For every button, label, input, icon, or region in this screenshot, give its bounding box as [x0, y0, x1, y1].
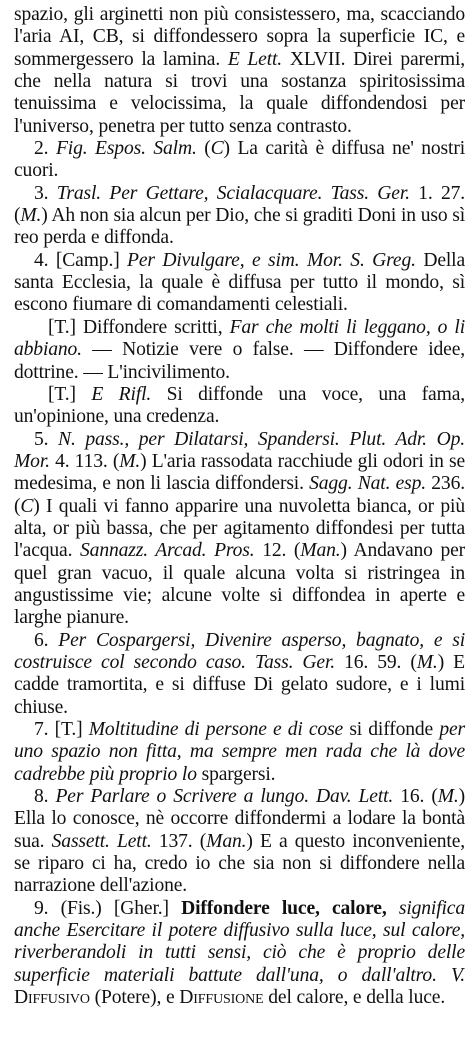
entry-text-segment: XLVII	[282, 48, 341, 70]
entry-text-segment: Sagg. Nat. esp.	[309, 473, 427, 495]
entry-text-segment: 137. (	[151, 830, 207, 852]
entry-text-segment: 16. 59. (	[335, 651, 417, 673]
entry-text-segment: si diffonde	[343, 719, 440, 740]
entry-text-segment: T.	[54, 316, 70, 338]
entry-text-segment: Man.	[300, 540, 341, 562]
entry-text-segment: ) L'aria rassodata racchiude gli odori in se medesima, e non li lascia diffondersi.	[14, 450, 465, 495]
entry-text-segment: M.	[119, 450, 141, 472]
entry-text-segment: 7. [	[34, 719, 61, 740]
entry-text-segment: . Direi parermi, che nella natura si trovi una sostanza spiritosissima tenuissima e velocissima, la quale diffondendosi per l'universo, penetra per tutto senza contrasto.	[14, 48, 465, 137]
entry-paragraph-6	[14, 384, 465, 429]
entry-text-segment: ]	[76, 719, 89, 740]
entry-text-segment: Man.	[206, 830, 247, 852]
entry-text-segment: Fig. Espos. Salm.	[55, 138, 197, 160]
entry-text-segment: ) La carità è diffusa ne' nostri cuori.	[14, 138, 465, 182]
entry-text-segment: spazio, gli arginetti non più consistessero, ma, scacciando l'aria AI, CB, si diffondessero sopra la superficie IC, e sommergessero la lamina.	[14, 4, 465, 70]
entry-text-segment: (	[196, 138, 211, 160]
entry-text-segment: 5.	[34, 428, 59, 450]
entry-text-segment: T.	[54, 383, 70, 405]
entry-text-segment: Si diffonde una voce, una fama, un'opinione, una credenza.	[14, 383, 465, 428]
entry-text-segment: Sassett. Lett.	[51, 830, 152, 852]
entry-text-segment: Per Gettare, Scialacquare. Tass. Ger.	[109, 182, 410, 204]
entry-paragraph-8	[14, 630, 465, 719]
entry-text-segment: M.	[20, 205, 42, 227]
entry-text-segment: 9. (Fis.) [Gher.]	[34, 897, 182, 919]
entry-text-segment: Trasl.	[56, 182, 102, 204]
entry-text-segment: 236. (	[14, 473, 465, 517]
entry-text-segment: M.	[437, 786, 459, 808]
entry-text-segment: spargersi.	[196, 763, 276, 785]
entry-text-segment: Per Divulgare, e sim. Mor. S. Greg.	[127, 249, 416, 271]
entry-text-segment: ]	[69, 383, 92, 405]
entry-text-segment: 2.	[34, 138, 56, 160]
entry-text-segment: 6.	[34, 629, 59, 651]
entry-text-segment: T.	[60, 719, 77, 740]
entry-paragraph-7	[14, 429, 465, 630]
entry-text-segment: ) Andavano per quel gran vacuo, il quale alcuna volta si ristringea in angustissime vie; alcune volte si diffondea in aperte e larghe pianure.	[14, 540, 466, 629]
entry-text-segment: Far che molti li leggano, o li abbiano.	[14, 316, 465, 361]
entry-text-segment: Per Parlare o Scrivere a lungo. Dav. Lett.	[55, 786, 394, 808]
entry-text-segment: ) I quali vi fanno apparire una nuvoletta bianca, or più alta, or più bassa, che per agitamento diffondesi per tutta l'acqua.	[14, 495, 465, 562]
entry-text-segment: ) E a questo inconveniente, se riparo ci ha, credo io che sia non si diffondere nella narrazione dell'azione.	[14, 830, 465, 897]
entry-paragraph-11	[14, 898, 465, 1010]
entry-paragraph-1	[14, 4, 465, 138]
entry-text-segment: Per Cospargersi, Divenire asperso, bagnato, e si costruisce col secondo caso. Tass. Ger.	[14, 629, 465, 673]
entry-text-segment: 4. 113. (	[49, 450, 120, 472]
entry-paragraph-3	[14, 183, 465, 250]
entry-text-segment: ) Ella lo conosce, nè occorre diffondermi a lodare la bontà sua.	[14, 786, 465, 852]
entry-text-segment: Diffusione	[179, 987, 264, 1009]
entry-text-segment: (Potere), e	[89, 987, 180, 1009]
entry-text-segment: 12. (	[254, 540, 301, 562]
entry-text-segment	[387, 898, 399, 919]
entry-text-segment: M.	[416, 651, 438, 673]
entry-text-segment: E Rifl.	[91, 383, 152, 405]
entry-paragraph-2	[14, 138, 465, 183]
entry-paragraph-4	[14, 250, 465, 317]
entry-text-segment: ] Diffondere scritti,	[69, 316, 230, 338]
entry-paragraph-10	[14, 786, 465, 898]
entry-text-segment: Sannazz. Arcad. Pros.	[80, 540, 255, 562]
entry-paragraph-5	[14, 317, 465, 384]
entry-text-segment: — Notizie vere o false. — Diffondere idee, dottrine. — L'incivilimento.	[14, 339, 465, 383]
entry-text-segment: significa anche Esercitare il potere diffusivo sulla luce, sul calore, riverberandoli in tutti sensi, ciò che è proprio delle superficie materiali battute dall'una, o dall'altro. V.	[14, 897, 465, 986]
entry-text-segment: Diffondere luce, calore,	[181, 897, 387, 919]
entry-text-segment: 3.	[34, 182, 57, 204]
entry-text-segment: 4. [Camp.]	[34, 249, 128, 271]
entry-text-segment: C	[20, 495, 34, 517]
entry-text-segment: Moltitudine di persone e di cose	[88, 719, 344, 740]
entry-text-segment: N. pass., per Dilatarsi, Spandersi. Plut. Adr. Op. Mor.	[14, 428, 465, 472]
entry-text-segment: Diffusivo	[14, 987, 90, 1009]
entry-text-segment: [	[48, 316, 55, 338]
entry-text-segment: Della santa Ecclesia, la quale è diffusa per tutto il mondo, sì escono fiumare di comandamenti celestiali.	[14, 249, 466, 316]
entry-text-segment: del calore, e della luce.	[263, 987, 446, 1009]
entry-text-segment: per uno spazio non fitta, ma sempre men rada che là dove cadrebbe più proprio lo	[14, 719, 465, 785]
entry-text-segment: ) Ah non sia alcun per Dio, che si graditi Doni in uso sì reo perda e diffonda.	[14, 205, 465, 249]
entry-text-segment: ) E cadde tramortita, e si diffuse Di gelato sudore, e i lumi chiuse.	[14, 651, 465, 718]
entry-paragraph-9	[14, 719, 465, 786]
entry-text-segment: [	[48, 383, 55, 405]
entry-text-segment: 16. (	[393, 786, 438, 808]
entry-text-segment: E Lett.	[227, 48, 283, 70]
entry-text-segment: C	[210, 138, 224, 160]
entry-text-segment: 8.	[34, 786, 56, 808]
entry-text-segment: 1. 27. (	[14, 182, 465, 227]
